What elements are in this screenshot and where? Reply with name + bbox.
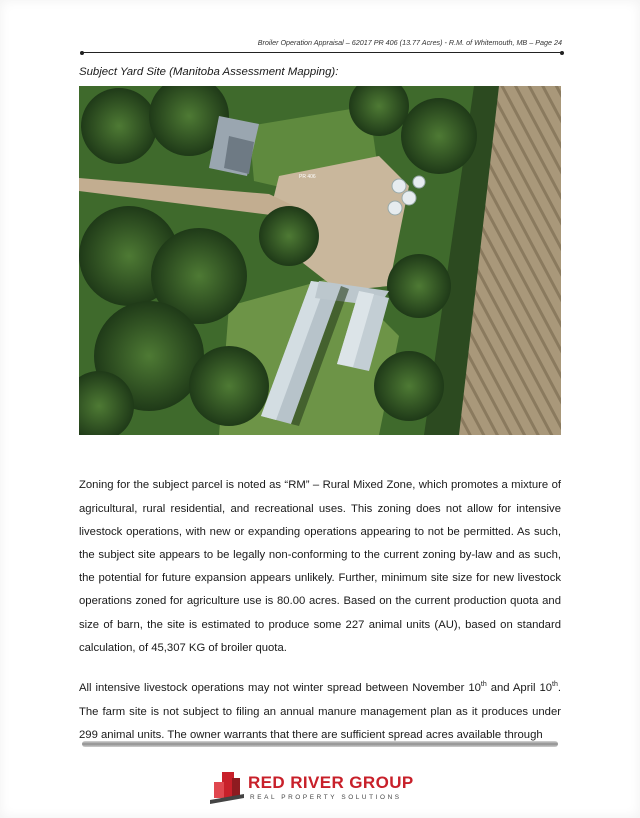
manure-spread-paragraph xyxy=(79,677,561,747)
spread-text-3: . The farm site is not subject to filing an annual manure management plan as it produces under 299 animal units. The owner warrants that there are sufficient spread acres available through xyxy=(79,682,561,741)
header-rule-left-dot xyxy=(80,51,84,55)
company-logo xyxy=(210,770,430,806)
footer-rule xyxy=(82,741,558,747)
spread-text-1: All intensive livestock operations may not winter spread between November 10 xyxy=(79,682,481,695)
spread-text-2: and April 10 xyxy=(486,682,553,695)
aerial-photo xyxy=(79,86,561,435)
spread-ordinal-1: th xyxy=(480,681,487,689)
map-label: PR 406 xyxy=(299,174,316,180)
header-rule xyxy=(82,52,562,53)
logo-tagline: REAL PROPERTY SOLUTIONS xyxy=(250,794,402,801)
zoning-paragraph: Zoning for the subject parcel is noted as “RM” – Rural Mixed Zone, which promotes a mixture of agricultural, rural residential, and recreational uses. This zoning does not allow for intensive livestock operations, with new or expanding operations appearing to not be permitted. As such, the subject site appears to be legally non-conforming to the current zoning by-law and as such, the potential for future expansion appears unlikely. Further, minimum site size for new livestock operations zoned for agriculture use is 80.00 acres. Based on the current production quota and size of barn, the site is estimated to produce some 227 animal units (AU), based on standard calculation, of 45,307 KG of broiler quota. xyxy=(79,479,561,654)
header-rule-right-dot xyxy=(560,51,564,55)
running-header: Broiler Operation Appraisal – 62017 PR 406 (13.77 Acres) - R.M. of Whitemouth, MB – Page 24 xyxy=(257,38,562,47)
spread-ordinal-2: th xyxy=(552,681,558,689)
figure-caption: Subject Yard Site (Manitoba Assessment Mapping): xyxy=(79,66,339,78)
building-icon xyxy=(210,770,244,804)
logo-name: RED RIVER GROUP xyxy=(248,773,414,792)
